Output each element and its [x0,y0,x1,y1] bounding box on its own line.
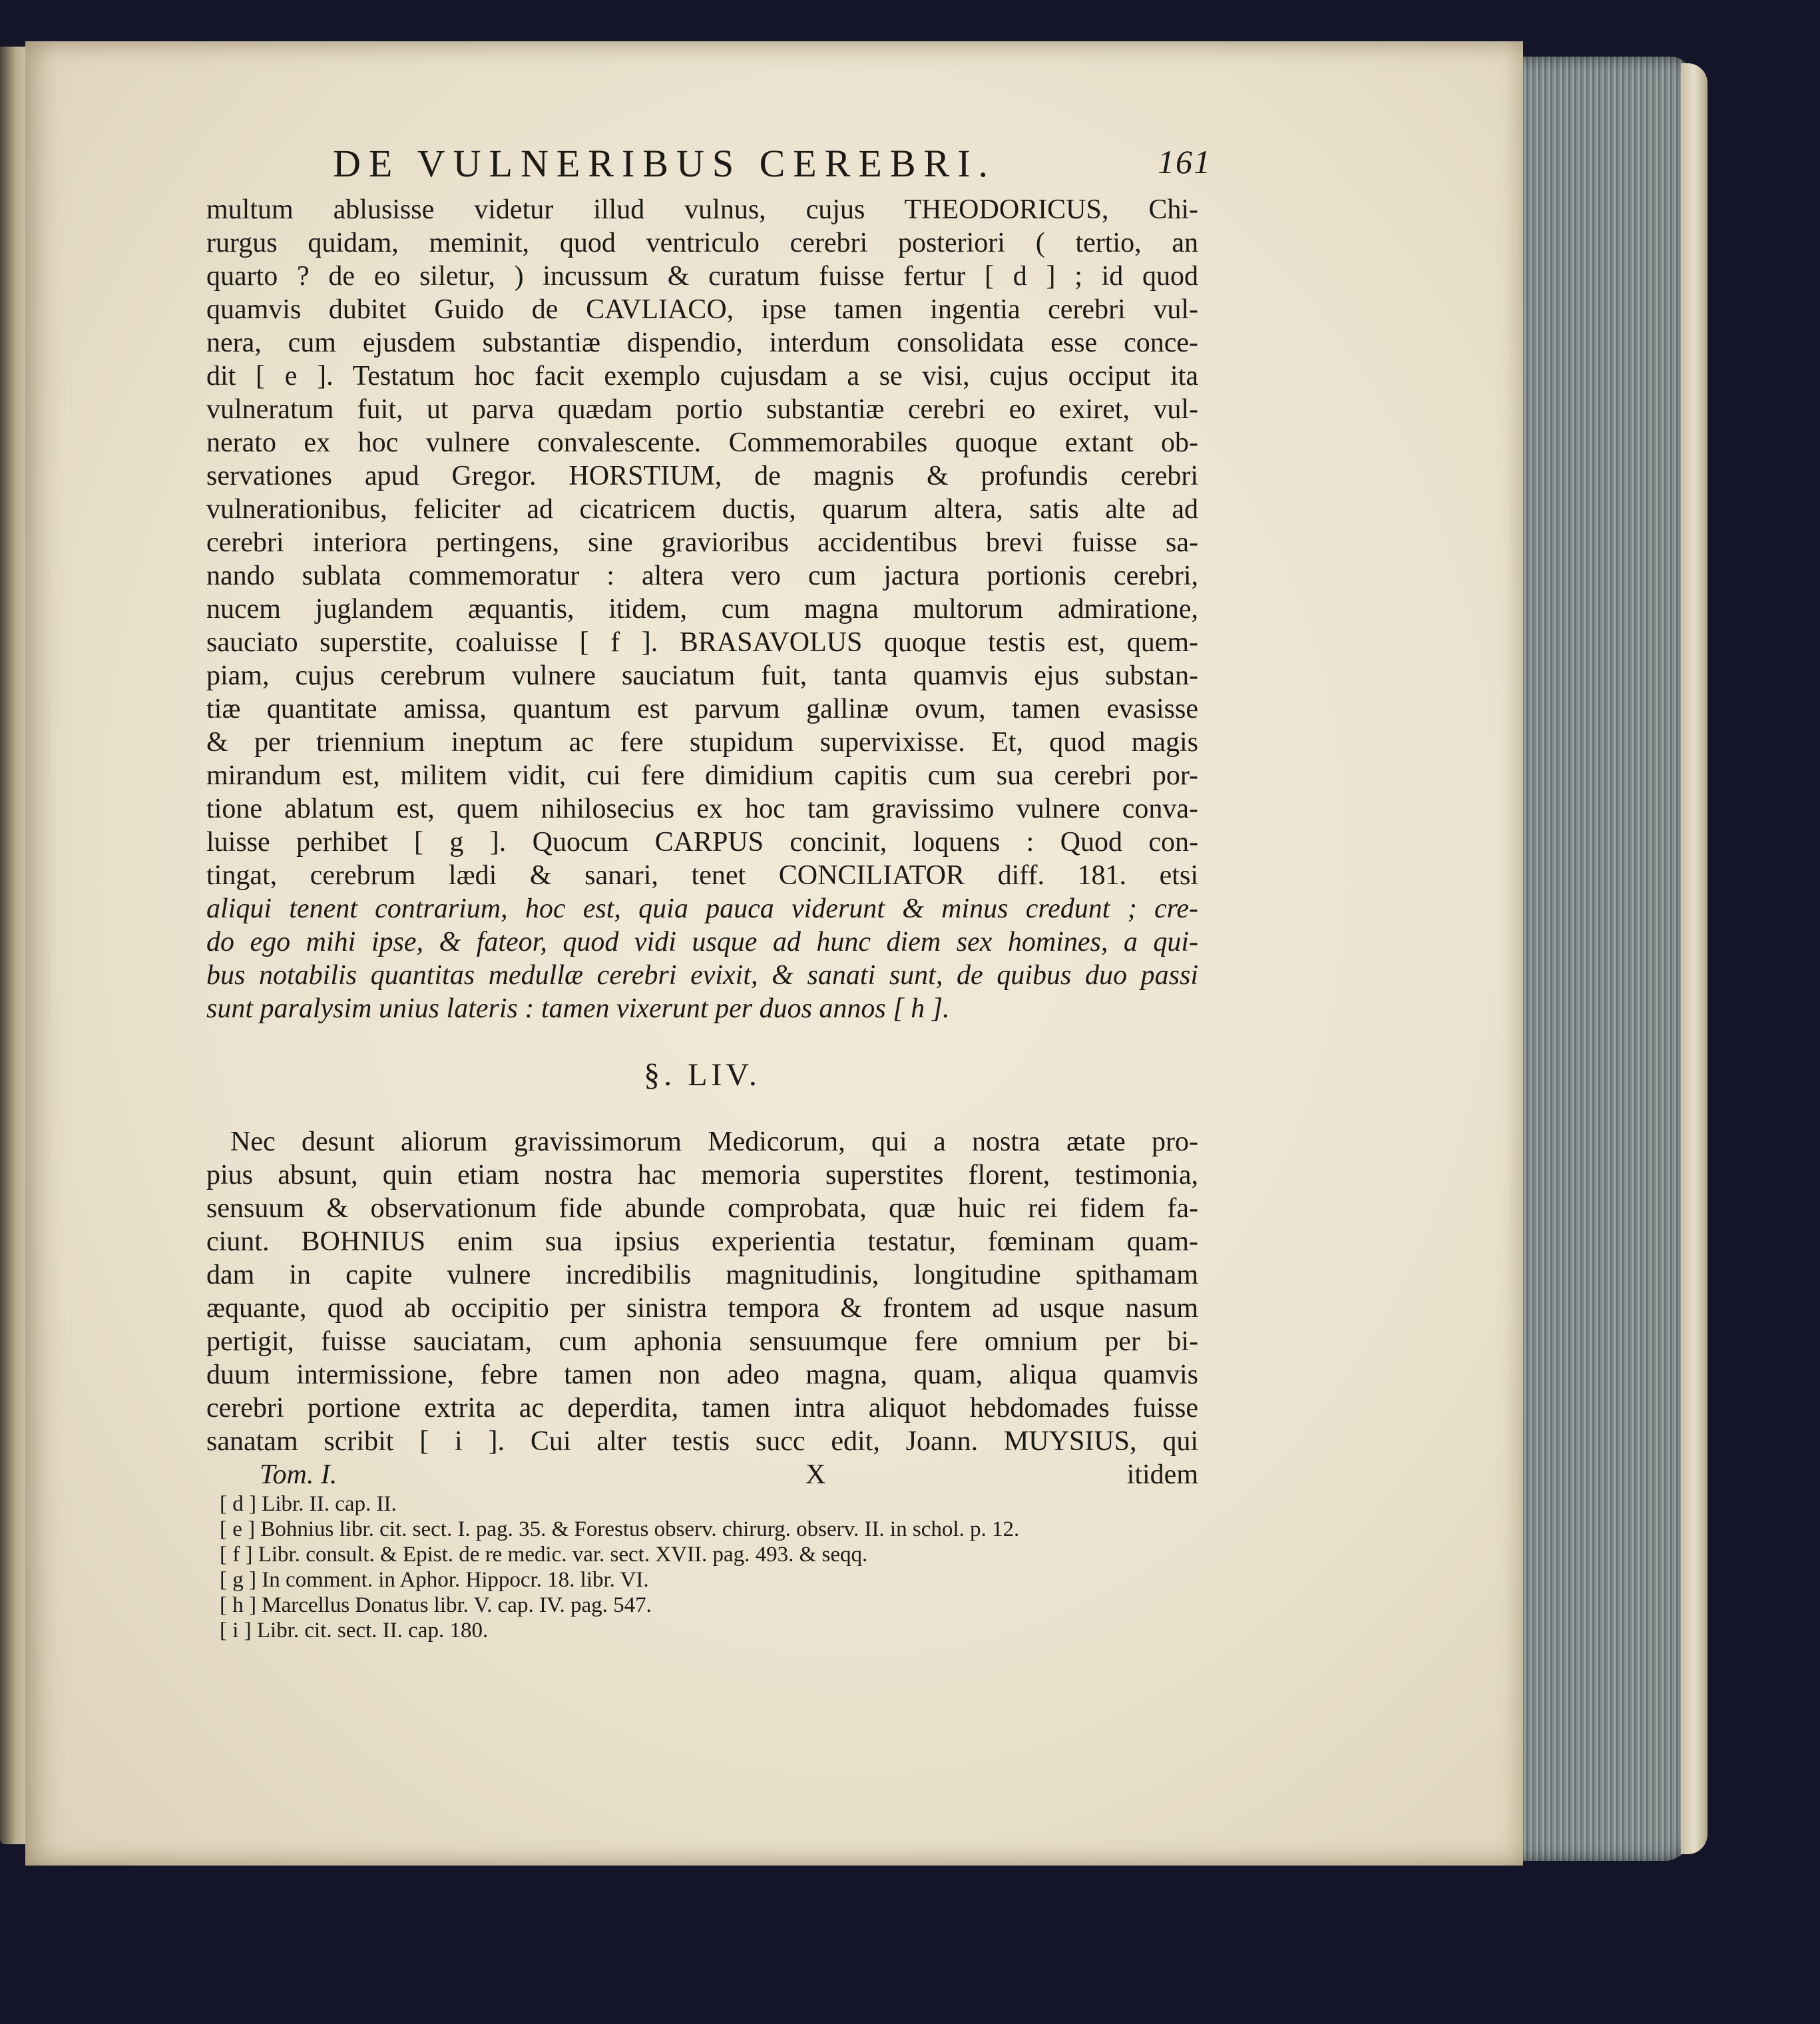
text-line: aliqui tenent contrarium, hoc est, quia pauca viderunt & minus credunt ; cre- [206,893,1198,924]
text-line: sauciato superstite, coaluisse [ f ]. BRASAVOLUS quoque testis est, quem- [206,627,1198,658]
text-line: ciunt. BOHNIUS enim sua ipsius experientia testatur, fœminam quam- [206,1226,1198,1257]
running-head-title: DE VULNERIBUS CEREBRI. [333,142,997,185]
text-line: Nec desunt aliorum gravissimorum Medicorum, qui a nostra ætate pro- [230,1127,1198,1157]
footnote: [ f ] Libr. consult. & Epist. de re medic. var. sect. XVII. pag. 493. & seqq. [220,1543,868,1567]
paragraph-2 [206,1125,1198,1458]
text-line: vulnerationibus, feliciter ad cicatricem ductis, quarum altera, satis alte ad [206,494,1198,525]
text-line: sanatam scribit [ i ]. Cui alter testis succ edit, Joann. MUYSIUS, qui [206,1426,1198,1457]
footnotes [206,1491,1198,1643]
footnote: [ h ] Marcellus Donatus libr. V. cap. IV. pag. 547. [220,1593,652,1617]
text-line: piam, cujus cerebrum vulnere sauciatum fuit, tanta quamvis ejus substan- [206,660,1198,691]
text-line: nerato ex hoc vulnere convalescente. Commemorabiles quoque extant ob- [206,427,1198,458]
text-line: do ego mihi ipse, & fateor, quod vidi usque ad hunc diem sex homines, a qui- [206,927,1198,957]
section-heading: §. LIV. [644,1057,761,1093]
text-line: mirandum est, militem vidit, cui fere dimidium capitis cum sua cerebri por- [206,760,1198,791]
text-line: sensuum & observationum fide abunde comprobata, quæ huic rei fidem fa- [206,1193,1198,1224]
text-line: sunt paralysim unius lateris : tamen vixerunt per duos annos [ h ]. [206,993,950,1024]
text-line: pertigit, fuisse sauciatam, cum aphonia sensuumque fere omnium per bi- [206,1326,1198,1357]
tome-label: Tom. I. [260,1459,338,1490]
page-number: 161 [1158,143,1212,180]
text-line: æquante, quod ab occipitio per sinistra tempora & frontem ad usque nasum [206,1293,1198,1324]
text-line: nando sublata commemoratur : altera vero cum jactura portionis cerebri, [206,561,1198,591]
text-line: tingat, cerebrum lædi & sanari, tenet CONCILIATOR diff. 181. etsi [206,860,1198,891]
signature-mark: X [805,1459,826,1490]
footnote: [ d ] Libr. II. cap. II. [220,1492,397,1516]
text-line: bus notabilis quantitas medullæ cerebri evixit, & sanati sunt, de quibus duo passi [206,960,1198,991]
paragraph-1 [206,193,1198,1025]
text-line: & per triennium ineptum ac fere stupidum supervixisse. Et, quod magis [206,727,1198,758]
text-line: tiæ quantitate amissa, quantum est parvum gallinæ ovum, tamen evasisse [206,694,1198,724]
page-text [206,133,1212,1643]
text-line: duum intermissione, febre tamen non adeo magna, quam, aliqua quamvis [206,1360,1198,1390]
footnote: [ g ] In comment. in Aphor. Hippocr. 18. libr. VI. [220,1568,649,1592]
text-line: nucem juglandem æquantis, itidem, cum magna multorum admiratione, [206,594,1198,625]
text-line: pius absunt, quin etiam nostra hac memoria superstites florent, testimonia, [206,1160,1198,1190]
text-line: servationes apud Gregor. HORSTIUM, de magnis & profundis cerebri [206,461,1198,491]
catchword: itidem [1126,1459,1198,1490]
text-line: cerebri portione extrita ac deperdita, tamen intra aliquot hebdomades fuisse [206,1393,1198,1423]
text-line: dit [ e ]. Testatum hoc facit exemplo cujusdam a se visi, cujus occiput ita [206,361,1198,391]
footnote: [ i ] Libr. cit. sect. II. cap. 180. [220,1619,489,1643]
text-line: vulneratum fuit, ut parva quædam portio substantiæ cerebri eo exiret, vul- [206,394,1198,425]
signature-line [206,1458,1198,1491]
footnote: [ e ] Bohnius libr. cit. sect. I. pag. 35. & Forestus observ. chirurg. observ. II. in schol. p. 12. [220,1517,1020,1541]
text-line: tione ablatum est, quem nihilosecius ex hoc tam gravissimo vulnere conva- [206,794,1198,824]
text-line: multum ablusisse videtur illud vulnus, cujus THEODORICUS, Chi- [206,194,1198,225]
text-line: luisse perhibet [ g ]. Quocum CARPUS concinit, loquens : Quod con- [206,827,1198,858]
text-line: quamvis dubitet Guido de CAVLIACO, ipse tamen ingentia cerebri vul- [206,294,1198,325]
book-fore-edge [1511,57,1691,1861]
running-head [206,133,1212,193]
book-cover-edge [1681,63,1707,1854]
text-line: quarto ? de eo siletur, ) incussum & curatum fuisse fertur [ d ] ; id quod [206,261,1198,292]
text-line: dam in capite vulnere incredibilis magnitudinis, longitudine spithamam [206,1260,1198,1290]
text-line: nera, cum ejusdem substantiæ dispendio, interdum consolidata esse conce- [206,328,1198,358]
text-line: cerebri interiora pertingens, sine gravioribus accidentibus brevi fuisse sa- [206,527,1198,558]
text-line: rurgus quidam, meminit, quod ventriculo cerebri posteriori ( tertio, an [206,228,1198,258]
